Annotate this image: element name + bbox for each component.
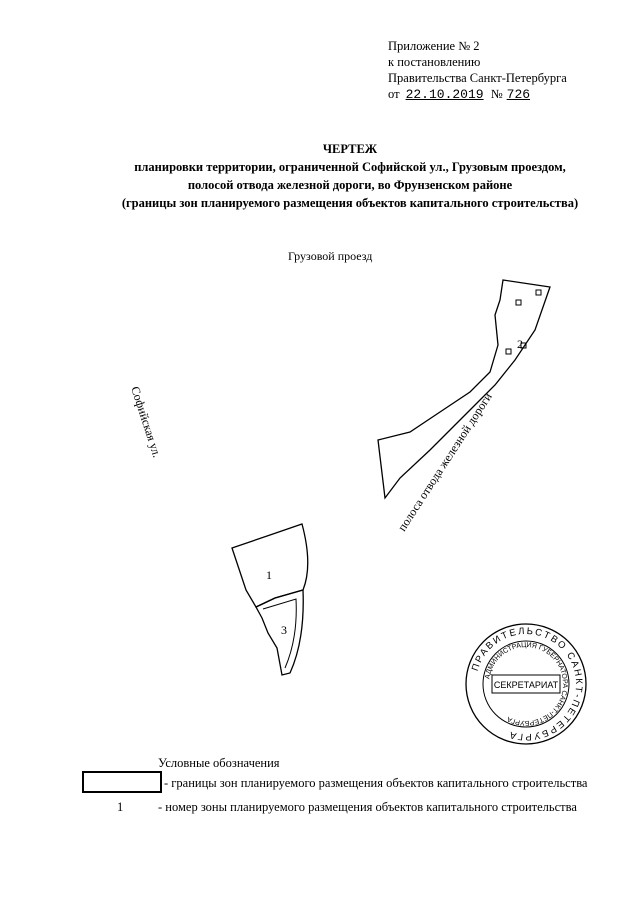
legend-number-text: - номер зоны планируемого размещения объектов капитального строительства bbox=[158, 800, 577, 814]
zone-label-3: 3 bbox=[281, 623, 287, 637]
street-label-gruzovoy: Грузовой проезд bbox=[288, 249, 373, 263]
title-heading: ЧЕРТЕЖ bbox=[322, 142, 378, 156]
zone-2-object bbox=[536, 290, 541, 295]
legend-title: Условные обозначения bbox=[158, 756, 280, 770]
zone-2-object bbox=[516, 300, 521, 305]
title-line3: (границы зон планируемого размещения объектов капитального строительства) bbox=[121, 196, 579, 210]
legend-number-key: 1 bbox=[117, 800, 124, 814]
street-label-railway: полоса отвода железной дороги bbox=[394, 390, 495, 534]
zone-1-boundary bbox=[232, 524, 308, 607]
zone-label-2: 2 bbox=[517, 337, 523, 351]
street-label-sofiyskaya: Софийская ул. bbox=[128, 384, 165, 460]
title-line1: планировки территории, ограниченной Софийской ул., Грузовым проездом, bbox=[134, 160, 566, 174]
legend-boundary-swatch bbox=[82, 771, 162, 793]
zone-2-boundary bbox=[378, 280, 550, 498]
official-stamp bbox=[466, 624, 586, 744]
stamp-center-text: СЕКРЕТАРИАТ bbox=[493, 680, 559, 690]
zone-label-1: 1 bbox=[266, 568, 272, 582]
appendix-prefix: от bbox=[388, 87, 400, 101]
stamp-inner-text: АДМИНИСТРАЦИЯ ГУБЕРНАТОРА САНКТ-ПЕТЕРБУРГА bbox=[484, 641, 569, 727]
appendix-line1: Приложение № 2 bbox=[388, 39, 480, 53]
appendix-number-sign: № bbox=[490, 87, 503, 101]
stamp-outer-text: ПРАВИТЕЛЬСТВО САНКТ-ПЕТЕРБУРГА bbox=[469, 625, 585, 743]
legend-boundary-text: - границы зон планируемого размещения объектов капитального строительства bbox=[164, 776, 588, 790]
zone-2-object bbox=[506, 349, 511, 354]
title-line2: полосой отвода железной дороги, во Фрунзенском районе bbox=[187, 178, 513, 192]
appendix-date: 22.10.2019 bbox=[405, 87, 484, 102]
appendix-line2: к постановлению bbox=[388, 55, 481, 69]
appendix-number: 726 bbox=[506, 87, 531, 102]
appendix-line3: Правительства Санкт-Петербурга bbox=[388, 71, 567, 85]
